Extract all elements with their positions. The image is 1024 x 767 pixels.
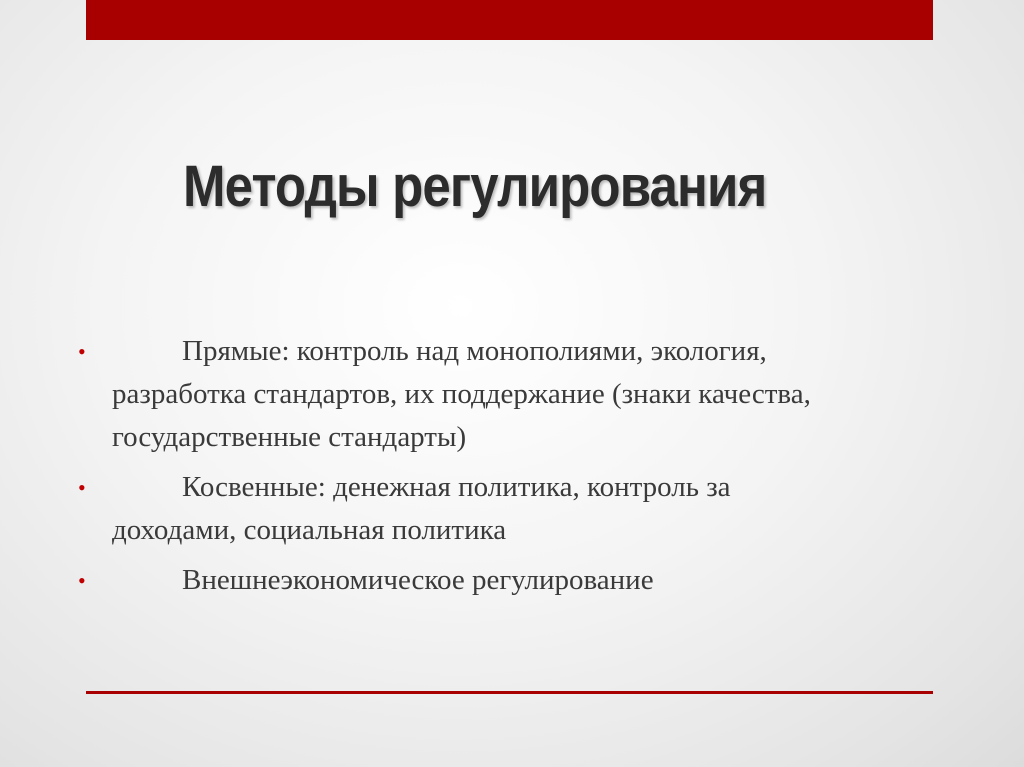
bullet-list	[78, 330, 858, 609]
bottom-divider	[86, 691, 933, 694]
bullet-text: Косвенные: денежная политика, контроль за доходами, социальная политика	[112, 471, 731, 546]
slide-title: Методы регулирования	[183, 154, 767, 219]
bullet-text: Внешнеэкономическое регулирование	[182, 564, 654, 596]
bullet-icon: •	[78, 339, 86, 364]
list-item	[78, 559, 858, 602]
top-accent-bar	[86, 0, 933, 40]
list-item	[78, 466, 858, 552]
bullet-icon: •	[78, 475, 86, 500]
bullet-text: Прямые: контроль над монополиями, экология, разработка стандартов, их поддержание (знаки качества, государственные стандарты)	[112, 335, 811, 453]
list-item	[78, 330, 858, 459]
bullet-icon: •	[78, 568, 86, 593]
